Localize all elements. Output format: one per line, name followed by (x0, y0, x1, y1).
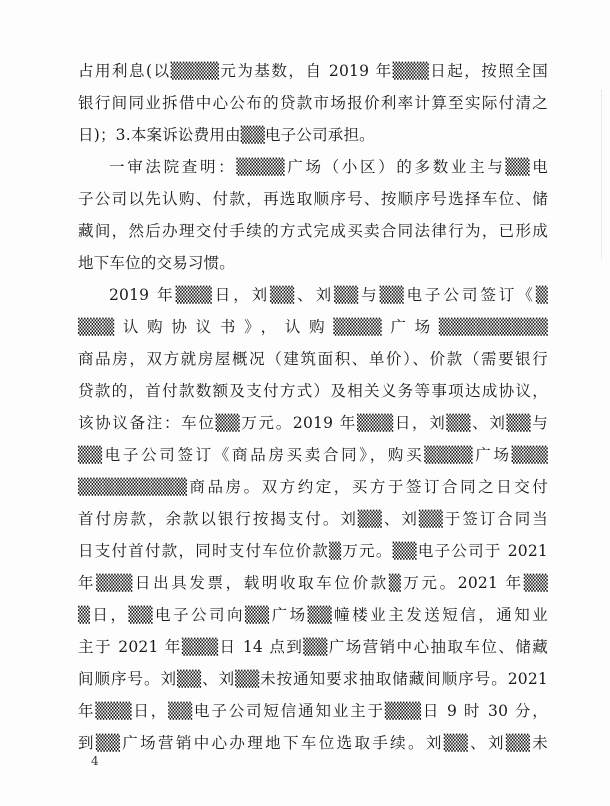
text-line: 年▒▒▒日出具发票，载明收取车位价款▒万元。2021 年▒▒ (78, 574, 548, 592)
text-line: 主于 2021 年▒▒▒日 14 点到▒▒广场营销中心抽取车位、储藏 (78, 638, 548, 656)
text-line: 占用利息(以▒▒▒▒元为基数，自 2019 年▒▒▒日起，按照全国 (78, 62, 548, 80)
text-line: 地下车位的交易习惯。 (78, 254, 236, 272)
text-line: 日支付首付款，同时支付车位价款▒万元。▒▒电子公司于 2021 (78, 542, 548, 560)
page-number: 4 (91, 754, 99, 768)
text-line: 首付房款，余款以银行按揭支付。刘▒▒、刘▒▒于签订合同当 (78, 510, 548, 528)
text-line: 该协议备注：车位▒▒万元。2019 年▒▒▒日，刘▒▒、刘▒▒与 (78, 414, 548, 432)
text-line: 到▒▒广场营销中心办理地下车位选取手续。刘▒▒、刘▒▒未 (78, 734, 548, 752)
text-line: 子公司以先认购、付款，再选取顺序号、按顺序号选择车位、储 (78, 190, 548, 208)
text-line: 间顺序号。刘▒▒、刘▒▒未按通知要求抽取储藏间顺序号。2021 (78, 670, 548, 688)
text-line: 银行间同业拆借中心公布的贷款市场报价利率计算至实际付清之 (78, 94, 548, 112)
text-line: 年▒▒▒日，▒▒电子公司短信通知业主于▒▒▒日 9 时 30 分， (78, 702, 548, 720)
text-line: 日)；3.本案诉讼费用由▒▒电子公司承担。 (78, 126, 375, 144)
paragraph-start: 2019 年▒▒▒日，刘▒▒、刘▒▒与▒▒电子公司签订《▒ (109, 286, 548, 304)
text-line: ▒▒▒认购协议书》，认购▒▒▒▒广场▒▒▒▒▒▒▒▒▒ (78, 318, 548, 336)
text-line: ▒日，▒▒电子公司向▒▒广场▒▒幢楼业主发送短信，通知业 (78, 606, 548, 624)
document-body (78, 55, 548, 759)
paragraph-start: 一审法院查明：▒▒▒▒广场（小区）的多数业主与▒▒电 (109, 158, 548, 176)
text-line: 藏间，然后办理交付手续的方式完成买卖合同法律行为，已形成 (78, 222, 548, 240)
text-line: 商品房，双方就房屋概况（建筑面积、单价）、价款（需要银行 (78, 350, 548, 368)
text-line: ▒▒▒▒▒▒▒▒▒商品房。双方约定，买方于签订合同之日交付 (78, 478, 548, 496)
text-line: 贷款的，首付款数额及支付方式）及相关义务等事项达成协议， (78, 382, 548, 400)
text-line: ▒▒电子公司签订《商品房买卖合同》，购买▒▒▒▒广场▒▒▒ (78, 446, 548, 464)
scan-artifact (597, 90, 602, 260)
